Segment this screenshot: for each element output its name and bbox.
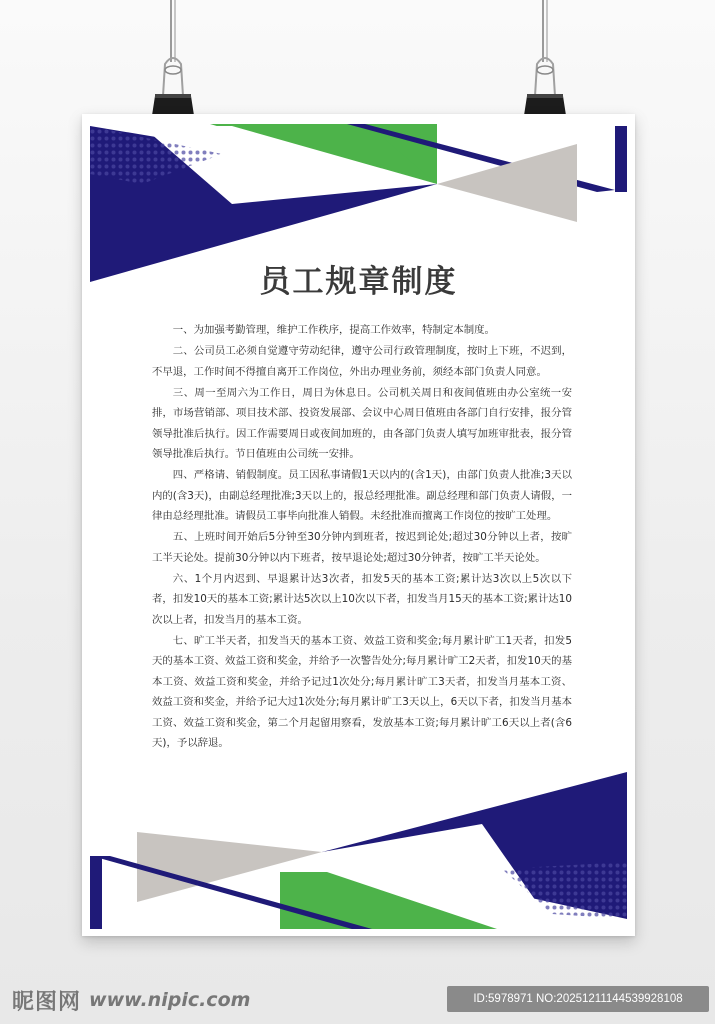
site-name: 昵图网 [12, 988, 82, 1015]
rule-paragraph: 五、上班时间开始后5分钟至30分钟内到班者，按迟到论处;超过30分钟以上者，按旷工半天论处。提前30分钟以内下班者，按早退论处;超过30分钟者，按旷工半天论处。 [152, 531, 572, 564]
rule-paragraph: 四、严格请、销假制度。员工因私事请假1天以内的(含1天)，由部门负责人批准;3天以内的(含3天)，由副总经理批准;3天以上的，报总经理批准。副总经理和部门负责人请假，一律由总经理批准。请假员工事毕向批准人销假。未经批准而擅离工作岗位的按旷工处理。 [152, 469, 572, 522]
binder-clip-icon [519, 0, 569, 125]
site-logo [12, 980, 250, 1020]
rule-paragraph: 三、周一至周六为工作日，周日为休息日。公司机关周日和夜间值班由办公室统一安排，市场营销部、项目技术部、投资发展部、会议中心周日值班由各部门自行安排，报分管领导批准后执行。因工作需要周日或夜间加班的，由各部门负责人填写加班审批表，报分管领导批准后执行。节日值班由公司统一安排。 [152, 386, 572, 460]
rules-body [152, 320, 572, 754]
bottom-geometric-decoration [82, 764, 635, 936]
watermark-footer [0, 976, 715, 1024]
image-id-label: ID:5978971 NO:20251211144539928108 [447, 986, 709, 1012]
site-url: www.nipic.com [89, 989, 251, 1011]
rule-paragraph: 一、为加强考勤管理，维护工作秩序，提高工作效率，特制定本制度。 [172, 324, 495, 336]
rule-paragraph: 七、旷工半天者，扣发当天的基本工资、效益工资和奖金;每月累计旷工1天者，扣发5天的基本工资、效益工资和奖金，并给予一次警告处分;每月累计旷工2天者，扣发10天的基本工资、效益工资和奖金，并给予记过1次处分;每月累计旷工3天者，扣发当月基本工资、效益工资和奖金，并给予记大过1次处分;每月累计旷工3天以上，6天以下者，扣发当月基本工资、效益工资和奖金，第二个月起留用察看，发放基本工资;每月累计旷工6天以上者(含6天)，予以辞退。 [152, 634, 572, 749]
page-title: 员工规章制度 [259, 264, 458, 300]
binder-clip-icon [147, 0, 197, 125]
rule-paragraph: 六、1个月内迟到、早退累计达3次者，扣发5天的基本工资;累计达3次以上5次以下者，扣发10天的基本工资;累计达5次以上10次以下者，扣发当月15天的基本工资;累计达10次以上者，扣发当月的基本工资。 [152, 572, 572, 626]
rule-paragraph: 二、公司员工必须自觉遵守劳动纪律，遵守公司行政管理制度，按时上下班，不迟到，不早退，工作时间不得擅自离开工作岗位，外出办理业务前，须经本部门负责人同意。 [152, 345, 572, 378]
poster-sheet [82, 114, 635, 936]
